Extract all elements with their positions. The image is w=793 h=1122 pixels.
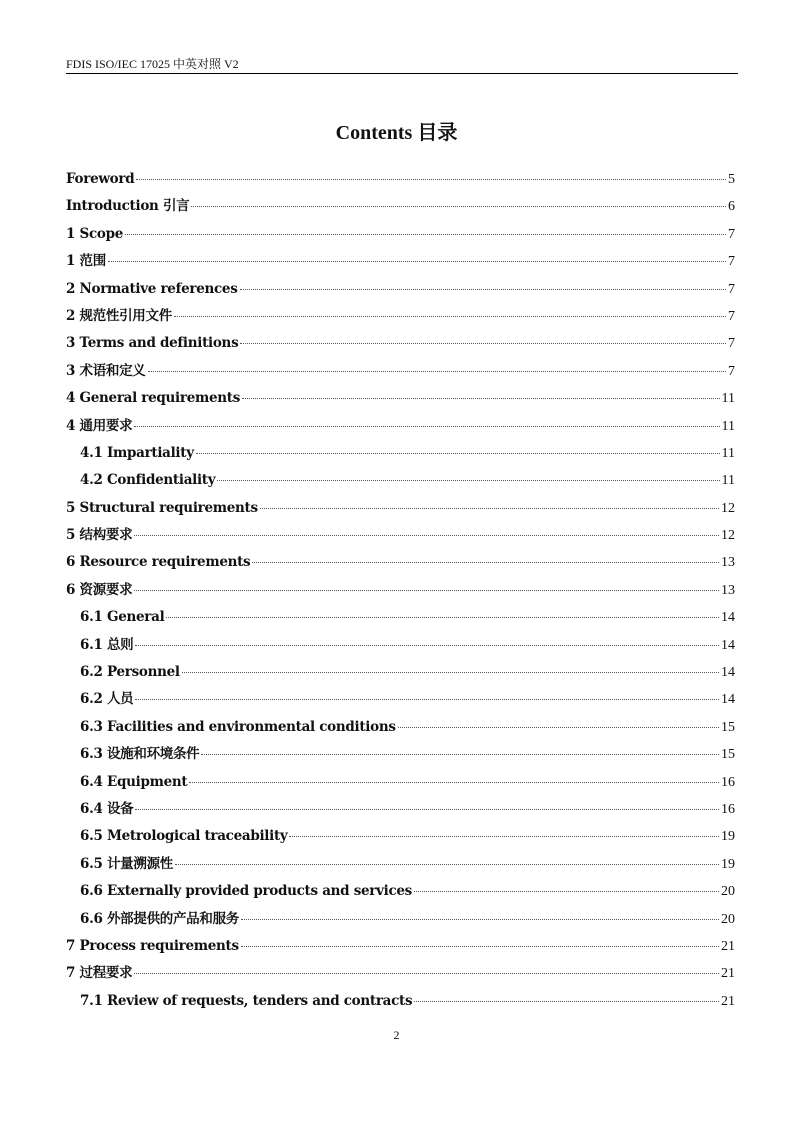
toc-entry-label: 6.5 Metrological traceability xyxy=(80,828,288,845)
dot-leader xyxy=(201,753,719,755)
running-header: FDIS ISO/IEC 17025 中英对照 V2 xyxy=(66,57,239,71)
dot-leader xyxy=(414,1000,719,1002)
toc-entry-label: 7.1 Review of requests, tenders and contracts xyxy=(80,992,413,1009)
toc-entry[interactable] xyxy=(66,522,735,549)
toc-entry-page: 11 xyxy=(721,418,735,434)
toc-entry-label: 6.5 计量溯源性 xyxy=(80,855,173,872)
toc-entry-label: 6.3 设施和环境条件 xyxy=(80,746,200,763)
toc-entry[interactable] xyxy=(66,714,735,741)
toc-entry-page: 6 xyxy=(728,199,735,215)
dot-leader xyxy=(196,452,720,454)
toc-entry-page: 21 xyxy=(721,993,735,1009)
toc-entry[interactable] xyxy=(66,823,735,850)
dot-leader xyxy=(217,479,719,481)
dot-leader xyxy=(242,397,720,399)
toc-entry-page: 12 xyxy=(721,528,735,544)
toc-entry[interactable] xyxy=(66,166,735,193)
toc-entry[interactable] xyxy=(66,659,735,686)
toc-entry-label: 5 Structural requirements xyxy=(66,499,258,516)
toc-entry[interactable] xyxy=(66,686,735,713)
toc-entry[interactable] xyxy=(66,467,735,494)
toc-entry-page: 11 xyxy=(721,445,735,461)
dot-leader xyxy=(414,890,719,892)
toc-entry-page: 16 xyxy=(721,774,735,790)
toc-entry-label: 7 Process requirements xyxy=(66,937,239,954)
dot-leader xyxy=(174,315,726,317)
toc-entry-page: 7 xyxy=(728,336,735,352)
toc-entry[interactable] xyxy=(66,549,735,576)
dot-leader xyxy=(125,233,726,235)
dot-leader xyxy=(241,945,719,947)
toc-entry-label: 6.4 设备 xyxy=(80,800,134,817)
page-number: 2 xyxy=(393,1028,400,1042)
toc-entry-page: 7 xyxy=(728,308,735,324)
toc-entry[interactable] xyxy=(66,769,735,796)
toc-entry-label: 5 结构要求 xyxy=(66,527,133,544)
toc-entry-label: 6 Resource requirements xyxy=(66,554,251,571)
toc-entry[interactable] xyxy=(66,440,735,467)
toc-entry[interactable] xyxy=(66,385,735,412)
toc-entry-label: 4 General requirements xyxy=(66,390,241,407)
toc-entry[interactable] xyxy=(66,933,735,960)
toc-entry[interactable] xyxy=(66,221,735,248)
toc-entry[interactable] xyxy=(66,796,735,823)
toc-entry-page: 14 xyxy=(721,692,735,708)
dot-leader xyxy=(135,808,719,810)
toc-entry-page: 14 xyxy=(721,637,735,653)
toc-entry-label: 1 范围 xyxy=(66,253,106,270)
toc-entry-label: 6.6 外部提供的产品和服务 xyxy=(80,910,239,927)
dot-leader xyxy=(134,972,719,974)
toc-entry-label: Foreword xyxy=(66,171,135,187)
toc-entry-page: 12 xyxy=(721,500,735,516)
toc-entry-page: 7 xyxy=(728,281,735,297)
toc-entry-label: 6.4 Equipment xyxy=(80,773,188,790)
toc-entry[interactable] xyxy=(66,276,735,303)
dot-leader xyxy=(148,370,727,372)
toc-entry-label: 2 Normative references xyxy=(66,280,238,297)
toc-entry-page: 20 xyxy=(721,884,735,900)
dot-leader xyxy=(175,863,719,865)
dot-leader xyxy=(189,781,719,783)
toc-entry-page: 5 xyxy=(728,172,735,187)
toc-entry-label: 6.2 人员 xyxy=(80,691,134,708)
table-of-contents xyxy=(66,166,735,1015)
toc-entry-page: 11 xyxy=(721,473,735,489)
toc-entry-label: 6.1 总则 xyxy=(80,636,134,653)
toc-entry[interactable] xyxy=(66,303,735,330)
dot-leader xyxy=(289,835,719,837)
dot-leader xyxy=(398,726,719,728)
toc-entry[interactable] xyxy=(66,495,735,522)
toc-entry-label: 3 Terms and definitions xyxy=(66,335,239,352)
toc-entry-page: 21 xyxy=(721,938,735,954)
dot-leader xyxy=(252,561,719,563)
toc-entry-page: 20 xyxy=(721,911,735,927)
dot-leader xyxy=(240,288,726,290)
toc-entry[interactable] xyxy=(66,741,735,768)
toc-entry-label: 3 术语和定义 xyxy=(66,362,146,379)
toc-entry-page: 15 xyxy=(721,719,735,735)
dot-leader xyxy=(134,534,719,536)
toc-entry[interactable] xyxy=(66,193,735,220)
dot-leader xyxy=(108,260,726,262)
toc-entry-label: 6.6 Externally provided products and services xyxy=(80,883,412,900)
toc-entry-page: 13 xyxy=(721,555,735,571)
toc-entry[interactable] xyxy=(66,632,735,659)
toc-entry-page: 14 xyxy=(721,610,735,626)
toc-entry-page: 7 xyxy=(728,226,735,242)
toc-entry[interactable] xyxy=(66,330,735,357)
toc-entry-label: 6.1 General xyxy=(80,609,165,626)
toc-entry-page: 7 xyxy=(728,363,735,379)
dot-leader xyxy=(182,671,719,673)
dot-leader xyxy=(166,616,719,618)
dot-leader xyxy=(240,342,726,344)
toc-entry-page: 14 xyxy=(721,665,735,681)
toc-entry[interactable] xyxy=(66,604,735,631)
dot-leader xyxy=(241,918,719,920)
dot-leader xyxy=(135,698,719,700)
toc-entry-page: 19 xyxy=(721,856,735,872)
toc-entry-label: 6.2 Personnel xyxy=(80,664,180,681)
toc-entry-page: 21 xyxy=(721,966,735,982)
toc-title: Contents 目录 xyxy=(335,122,458,144)
toc-entry-label: 6 资源要求 xyxy=(66,581,133,598)
toc-entry[interactable] xyxy=(66,906,735,933)
dot-leader xyxy=(134,589,719,591)
toc-entry-page: 11 xyxy=(721,391,735,407)
toc-entry-page: 15 xyxy=(721,747,735,763)
toc-entry[interactable] xyxy=(66,988,735,1015)
toc-entry-label: 6.3 Facilities and environmental conditions xyxy=(80,718,396,735)
toc-entry-label: 2 规范性引用文件 xyxy=(66,307,172,324)
dot-leader xyxy=(260,507,719,509)
dot-leader xyxy=(136,178,726,180)
toc-entry-page: 13 xyxy=(721,582,735,598)
toc-entry-label: 4.1 Impartiality xyxy=(80,444,194,461)
dot-leader xyxy=(191,205,726,207)
toc-entry[interactable] xyxy=(66,248,735,275)
toc-entry-label: 4.2 Confidentiality xyxy=(80,472,216,489)
toc-entry-label: 4 通用要求 xyxy=(66,417,133,434)
dot-leader xyxy=(135,644,719,646)
toc-entry-page: 19 xyxy=(721,829,735,845)
header-rule xyxy=(66,73,738,74)
toc-entry[interactable] xyxy=(66,851,735,878)
dot-leader xyxy=(134,425,719,427)
toc-entry-label: 1 Scope xyxy=(66,225,123,242)
toc-entry-label: 7 过程要求 xyxy=(66,965,133,982)
toc-entry[interactable] xyxy=(66,577,735,604)
toc-entry[interactable] xyxy=(66,358,735,385)
toc-entry[interactable] xyxy=(66,960,735,987)
toc-entry-page: 16 xyxy=(721,801,735,817)
toc-entry[interactable] xyxy=(66,878,735,905)
toc-entry-label: Introduction 引言 xyxy=(66,198,190,215)
toc-entry[interactable] xyxy=(66,413,735,440)
toc-entry-page: 7 xyxy=(728,254,735,270)
